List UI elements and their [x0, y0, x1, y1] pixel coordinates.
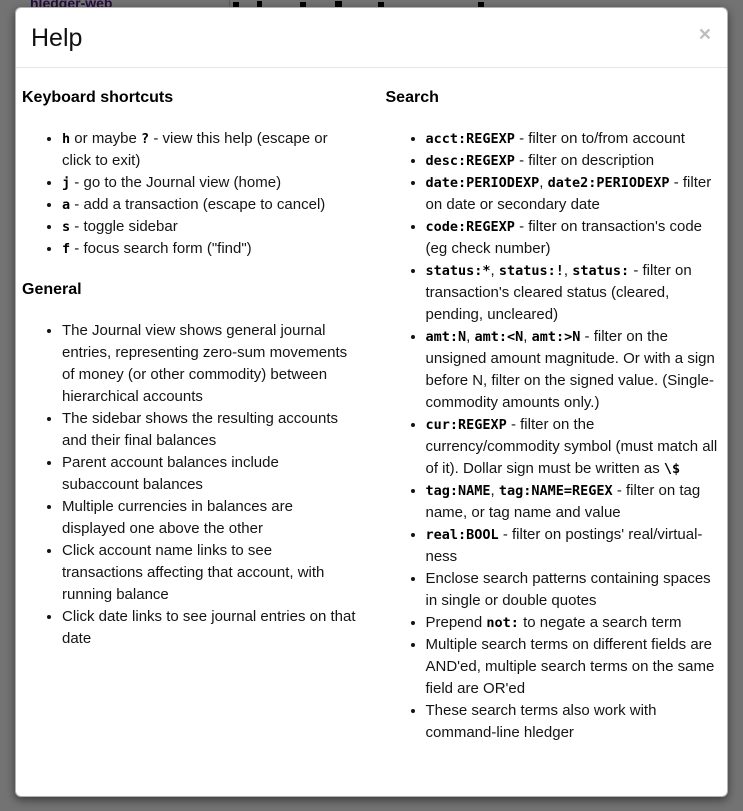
section-heading: General — [22, 281, 82, 298]
code-term: cur:REGEXP — [425, 417, 507, 433]
section-heading: Keyboard shortcuts — [22, 89, 174, 106]
modal-header — [16, 8, 727, 68]
code-term: j — [62, 175, 71, 191]
help-list-item: • code:REGEXP - filter on transaction's code (eg check number) — [426, 216, 721, 260]
help-list-item: • The sidebar shows the resulting accounts and their final balances — [62, 408, 356, 452]
modal-title: Help — [31, 24, 83, 52]
help-list-item: • cur:REGEXP - filter on the currency/commodity symbol (must match all of it). Dollar sign must be written as \$ — [426, 414, 721, 480]
code-term: date2:PERIODEXP — [547, 175, 670, 191]
help-list-item: • Prepend not: to negate a search term — [426, 612, 721, 634]
help-list-item: • f - focus search form ("find") — [62, 238, 356, 260]
help-list-item: • Click account name links to see transactions affecting that account, with running balance — [62, 540, 356, 606]
help-list — [386, 128, 721, 744]
code-term: code:REGEXP — [425, 219, 515, 235]
code-term: date:PERIODEXP — [425, 175, 540, 191]
help-list-item: • desc:REGEXP - filter on description — [426, 150, 721, 172]
help-list-item: • a - add a transaction (escape to cancel) — [62, 194, 356, 216]
code-term: status:* — [425, 263, 491, 279]
help-list-item: • s - toggle sidebar — [62, 216, 356, 238]
help-list-item: • h or maybe ? - view this help (escape or click to exit) — [62, 128, 356, 172]
code-term: f — [62, 241, 71, 257]
help-list-item: • acct:REGEXP - filter on to/from account — [426, 128, 721, 150]
help-list-item: • The Journal view shows general journal entries, representing zero-sum movements of money (or other commodity) between hierarchical accounts — [62, 320, 356, 408]
code-term: amt:<N — [474, 329, 524, 345]
code-term: tag:NAME=REGEX — [498, 483, 613, 499]
help-list-item: • Multiple search terms on different fields are AND'ed, multiple search terms on the same field are OR'ed — [426, 634, 721, 700]
help-list-item: • Click date links to see journal entries on that date — [62, 606, 356, 650]
code-term: ? — [141, 131, 150, 147]
help-list-item: • amt:N, amt:<N, amt:>N - filter on the unsigned amount magnitude. Or with a sign before N, filter on the signed value. (Single-commodity amounts only.) — [426, 326, 721, 414]
help-list-item: • Enclose search patterns containing spaces in single or double quotes — [426, 568, 721, 612]
help-modal — [15, 7, 728, 797]
help-column-right — [372, 88, 728, 764]
code-term: status: — [572, 263, 630, 279]
section-heading: Search — [385, 89, 439, 106]
code-term: status:! — [498, 263, 564, 279]
modal-body — [16, 68, 727, 764]
code-term: acct:REGEXP — [425, 131, 515, 147]
help-list — [22, 320, 356, 650]
help-list-item: • j - go to the Journal view (home) — [62, 172, 356, 194]
help-list-item: • status:*, status:!, status: - filter on transaction's cleared status (cleared, pending, uncleared) — [426, 260, 721, 326]
code-term: \$ — [663, 461, 681, 477]
code-term: h — [62, 131, 71, 147]
code-term: s — [62, 219, 71, 235]
help-list-item: • These search terms also work with command-line hledger — [426, 700, 721, 744]
help-list-item: • Multiple currencies in balances are displayed one above the other — [62, 496, 356, 540]
help-list-item: • Parent account balances include subaccount balances — [62, 452, 356, 496]
help-list-item: • real:BOOL - filter on postings' real/virtual-ness — [426, 524, 721, 568]
code-term: amt:N — [425, 329, 467, 345]
help-column-left — [16, 88, 372, 764]
code-term: desc:REGEXP — [425, 153, 515, 169]
help-list — [22, 128, 356, 260]
code-term: not: — [486, 615, 519, 631]
code-term: a — [62, 197, 71, 213]
code-term: amt:>N — [531, 329, 581, 345]
help-list-item: • date:PERIODEXP, date2:PERIODEXP - filter on date or secondary date — [426, 172, 721, 216]
help-list-item: • tag:NAME, tag:NAME=REGEX - filter on tag name, or tag name and value — [426, 480, 721, 524]
close-icon[interactable]: × — [698, 23, 711, 46]
help-columns — [16, 88, 727, 764]
code-term: real:BOOL — [425, 527, 499, 543]
code-term: tag:NAME — [425, 483, 491, 499]
